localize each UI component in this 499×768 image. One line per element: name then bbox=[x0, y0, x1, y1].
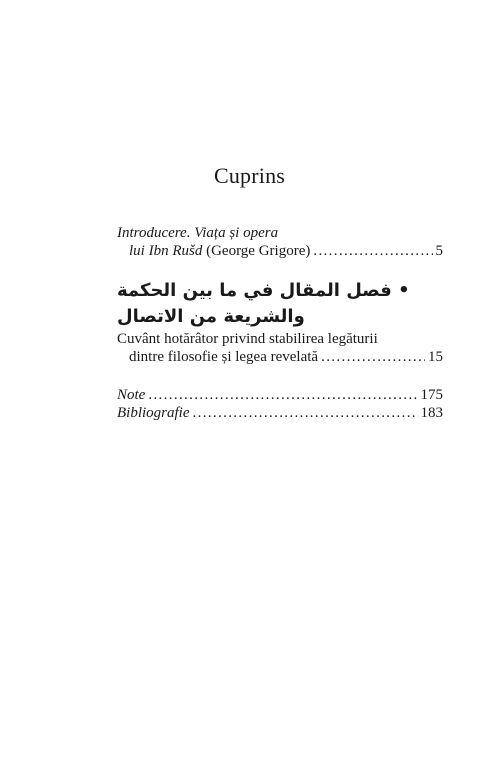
dot-leader bbox=[148, 386, 417, 404]
toc-entry-notes[interactable] bbox=[117, 386, 443, 404]
toc-main-title-line1: Cuvânt hotărâtor privind stabilirea legăturii bbox=[117, 331, 378, 347]
toc-entry-main-text[interactable] bbox=[117, 278, 443, 366]
toc-intro-page-number: 5 bbox=[435, 243, 443, 259]
toc-main-title-line2: dintre filosofie și legea revelată bbox=[129, 349, 319, 365]
dot-leader bbox=[313, 242, 432, 260]
toc-notes-label: Note bbox=[117, 387, 146, 403]
dot-leader bbox=[193, 404, 418, 422]
toc-bibliography-label: Bibliografie bbox=[117, 405, 190, 421]
toc-intro-title-line1: Introducere. Viața și opera bbox=[117, 225, 279, 241]
dot-leader bbox=[321, 348, 425, 366]
toc-entry-bibliography[interactable] bbox=[117, 404, 443, 422]
toc-entry-introduction[interactable] bbox=[117, 224, 443, 260]
toc-bibliography-page-number: 183 bbox=[420, 405, 443, 421]
toc-intro-author-name: (George Grigore) bbox=[202, 243, 311, 259]
toc-main-page-number: 15 bbox=[428, 349, 443, 365]
table-of-contents bbox=[117, 224, 443, 422]
toc-intro-author-italic: lui Ibn Rušd bbox=[129, 243, 203, 259]
toc-main-arabic-title: • فصل المقال في ما بين الحكمة والشريعة من الاتصال bbox=[117, 280, 410, 327]
toc-notes-page-number: 175 bbox=[420, 387, 443, 403]
page-title: Cuprins bbox=[213, 163, 286, 188]
